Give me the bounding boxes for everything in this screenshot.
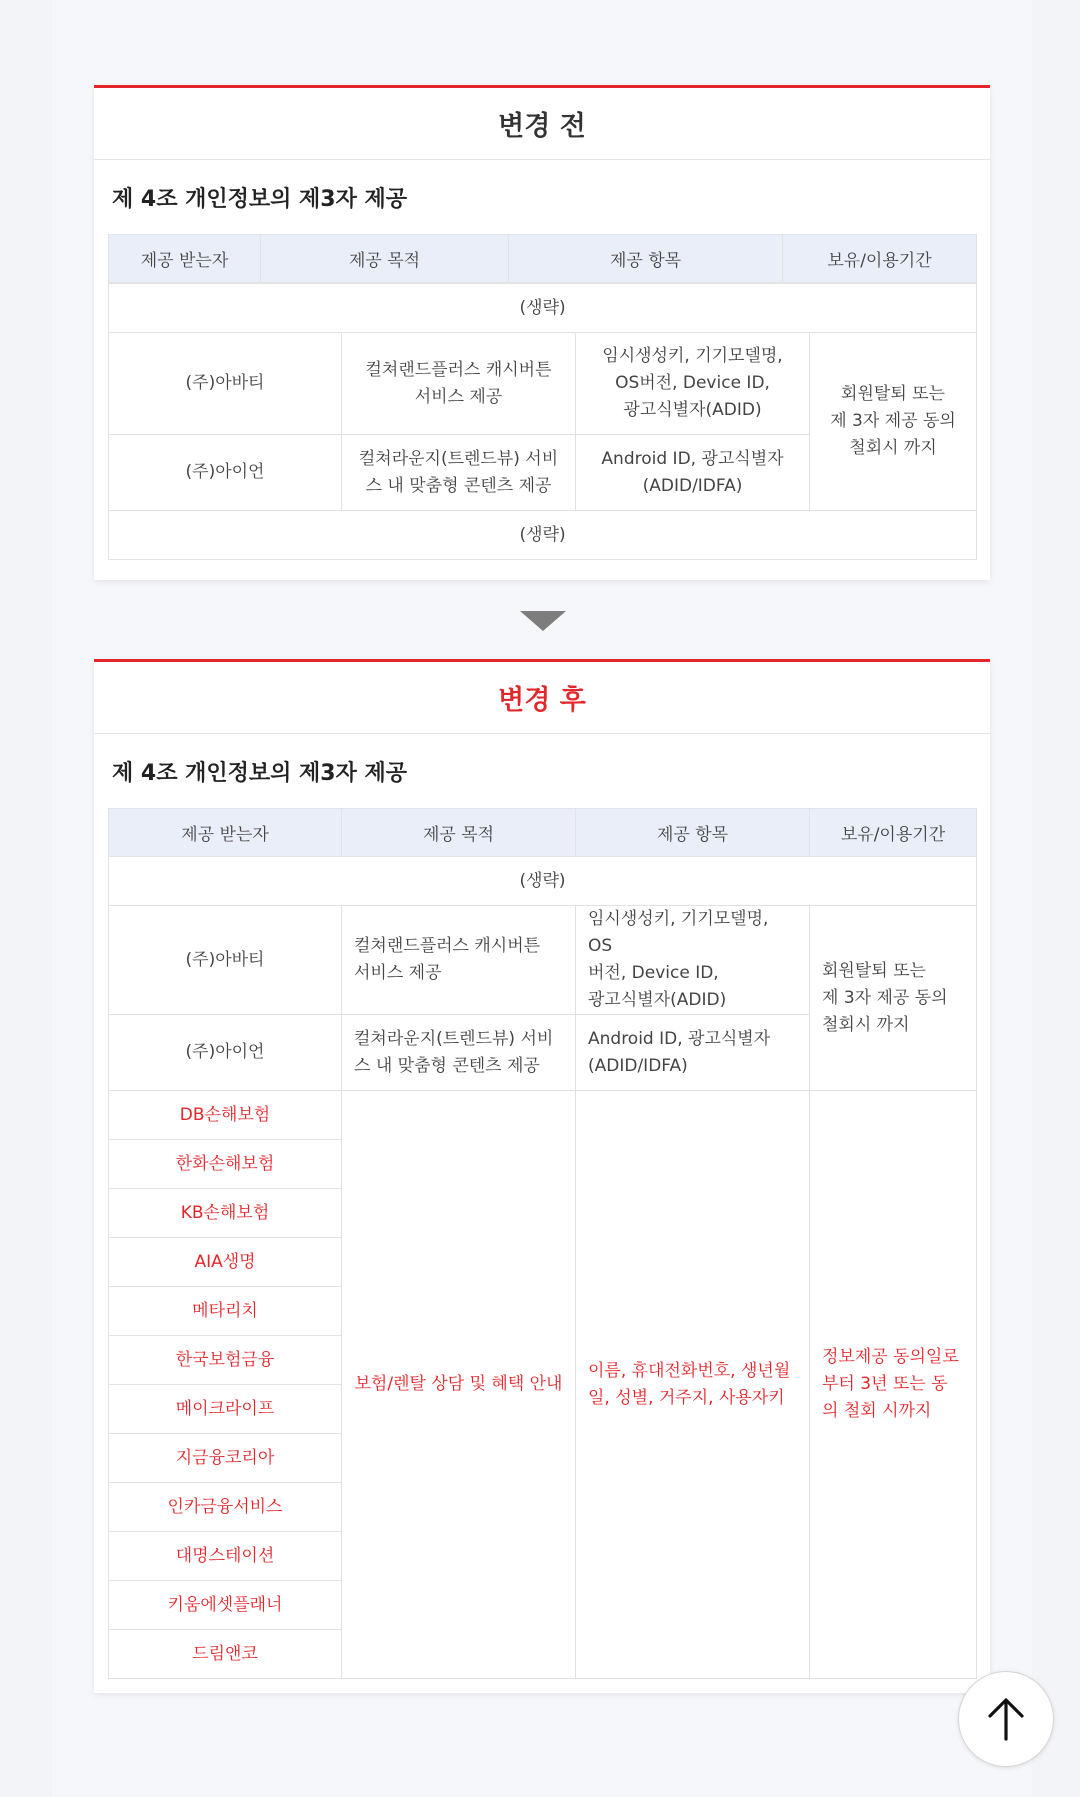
column-header: 제공 받는자 [109, 809, 342, 857]
column-header: 제공 항목 [576, 809, 810, 857]
new-recipient-cell: 키움에셋플래너 [109, 1581, 342, 1630]
table-row [109, 333, 977, 435]
purpose-cell: 컬쳐라운지(트렌드뷰) 서비 스 내 맞춤형 콘텐츠 제공 [342, 1015, 576, 1091]
column-header: 제공 받는자 [109, 235, 261, 283]
new-recipient-cell: AIA생명 [109, 1238, 342, 1287]
column-header: 제공 항목 [509, 235, 783, 283]
new-recipient-cell: 메이크라이프 [109, 1385, 342, 1434]
new-items-cell: 이름, 휴대전화번호, 생년월 일, 성별, 거주지, 사용자키 [576, 1091, 810, 1679]
recipient-cell: (주)아바티 [109, 333, 342, 435]
table-row [109, 857, 977, 906]
recipient-cell: (주)아이언 [109, 1015, 342, 1091]
items-cell: 임시생성키, 기기모델명, OS 버전, Device ID, 광고식별자(ADID) [576, 906, 810, 1015]
before-card [94, 85, 990, 580]
new-recipient-cell: 드림앤코 [109, 1630, 342, 1679]
period-cell: 회원탈퇴 또는 제 3자 제공 동의 철회시 까지 [810, 906, 977, 1091]
new-period-cell: 정보제공 동의일로 부터 3년 또는 동 의 철회 시까지 [810, 1091, 977, 1679]
after-header: 변경 후 [94, 662, 990, 734]
table-row [109, 284, 977, 333]
column-header: 제공 목적 [342, 809, 576, 857]
table-header-row [109, 809, 977, 857]
new-recipient-cell: 한국보험금융 [109, 1336, 342, 1385]
arrow-up-icon [986, 1697, 1026, 1741]
purpose-cell: 컬쳐라운지(트렌드뷰) 서비 스 내 맞춤형 콘텐츠 제공 [342, 435, 576, 511]
new-purpose-cell: 보험/렌탈 상담 및 혜택 안내 [342, 1091, 576, 1679]
items-cell: Android ID, 광고식별자 (ADID/IDFA) [576, 435, 810, 511]
new-recipient-cell: 한화손해보험 [109, 1140, 342, 1189]
table-row [109, 511, 977, 560]
items-cell: 임시생성키, 기기모델명, OS버전, Device ID, 광고식별자(ADID) [576, 333, 810, 435]
omitted-cell: (생략) [109, 857, 977, 906]
purpose-cell: 컬쳐랜드플러스 캐시버튼 서비스 제공 [342, 906, 576, 1015]
triangle-down-icon [520, 611, 566, 631]
new-recipient-cell: KB손해보험 [109, 1189, 342, 1238]
new-recipient-cell: 인카금융서비스 [109, 1483, 342, 1532]
period-cell: 회원탈퇴 또는 제 3자 제공 동의 철회시 까지 [810, 333, 977, 511]
after-table [108, 808, 977, 1679]
column-header: 보유/이용기간 [783, 235, 977, 283]
table-row [109, 906, 977, 1015]
new-recipient-cell: 메타리치 [109, 1287, 342, 1336]
table-row [109, 1091, 977, 1140]
before-table-body [108, 283, 977, 560]
table-header-row [109, 235, 977, 283]
column-header: 보유/이용기간 [810, 809, 977, 857]
new-recipient-cell: DB손해보험 [109, 1091, 342, 1140]
before-table [108, 234, 977, 283]
recipient-cell: (주)아바티 [109, 906, 342, 1015]
after-card [94, 659, 990, 1693]
purpose-cell: 컬쳐랜드플러스 캐시버튼 서비스 제공 [342, 333, 576, 435]
new-recipient-cell: 지금융코리아 [109, 1434, 342, 1483]
omitted-cell: (생략) [109, 511, 977, 560]
scroll-top-button[interactable] [958, 1671, 1054, 1767]
before-section-title: 제 4조 개인정보의 제3자 제공 [112, 186, 408, 212]
omitted-cell: (생략) [109, 284, 977, 333]
after-section-title: 제 4조 개인정보의 제3자 제공 [112, 760, 408, 786]
new-recipient-cell: 대명스테이션 [109, 1532, 342, 1581]
column-header: 제공 목적 [261, 235, 509, 283]
before-header: 변경 전 [94, 88, 990, 160]
items-cell: Android ID, 광고식별자 (ADID/IDFA) [576, 1015, 810, 1091]
recipient-cell: (주)아이언 [109, 435, 342, 511]
